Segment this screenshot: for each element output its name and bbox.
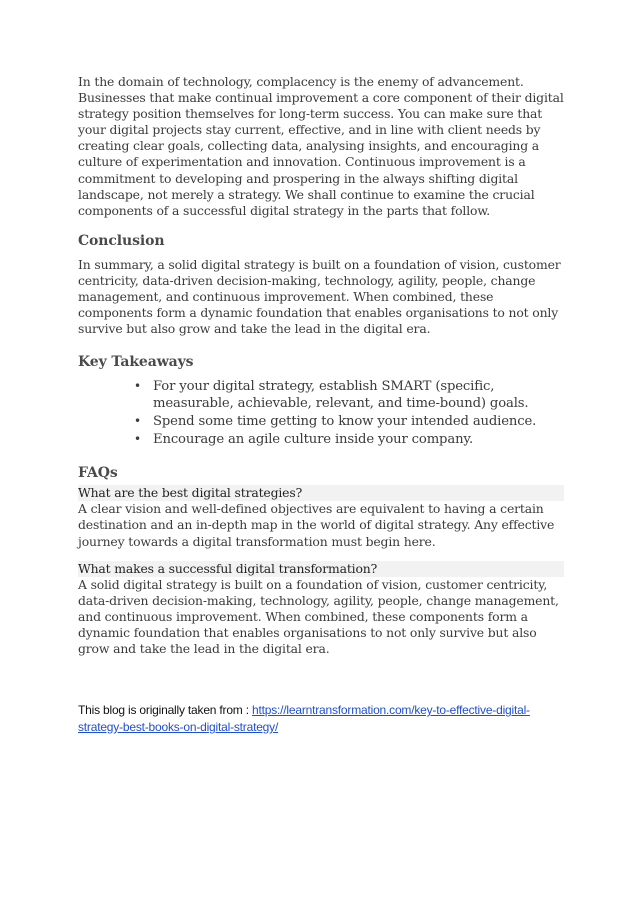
intro-paragraph: In the domain of technology, complacency is the enemy of advancement. Businesses that make continual improvement a core component of their digital strategy position themselves for long-term success. You can make sure that your digital projects stay current, effective, and in line with client needs by creating clear goals, collecting data, analysing insights, and encouraging a culture of experimentation and innovation. Continuous improvement is a commitment to developing and prospering in the always shifting digital landscape, not merely a strategy. We shall continue to examine the crucial components of a successful digital strategy in the parts that follow. xyxy=(78,74,564,218)
takeaway-item: • Encourage an agile culture inside your company. xyxy=(135,431,564,448)
conclusion-paragraph: In summary, a solid digital strategy is built on a foundation of vision, customer centricity, data-driven decision-making, technology, agility, people, change management, and continuous improvement. When combined, these components form a dynamic foundation that enables organisations to not only survive but also grow and take the lead in the digital era. xyxy=(78,256,561,337)
faq-question: What are the best digital strategies? xyxy=(78,485,564,501)
takeaway-item: • For your digital strategy, establish SMART (specific, measurable, achievable, relevant, and time-bound) goals. xyxy=(135,378,564,412)
key-takeaways-heading: Key Takeaways xyxy=(78,354,194,371)
faq-question: What makes a successful digital transformation? xyxy=(78,561,564,577)
document-content xyxy=(78,74,564,736)
faq-answer: A clear vision and well-defined objectives are equivalent to having a certain destination and an in-depth map in the world of digital strategy. Any effective journey towards a digital transformation must begin here. xyxy=(78,501,555,549)
conclusion-heading: Conclusion xyxy=(78,232,165,249)
faqs-heading: FAQs xyxy=(78,465,118,482)
source-link[interactable]: https://learntransformation.com/key-to-effective-digital-strategy-best-books-on-digital-strategy/ xyxy=(78,703,530,735)
source-prefix: This blog is originally taken from : xyxy=(78,703,253,718)
takeaway-item: • Spend some time getting to know your intended audience. xyxy=(135,413,564,430)
faq-item xyxy=(78,485,564,549)
faq-item xyxy=(78,561,564,657)
source-attribution xyxy=(78,702,564,736)
takeaways-list xyxy=(78,378,564,448)
faq-answer: A solid digital strategy is built on a foundation of vision, customer centricity, data-driven decision-making, technology, agility, people, change management, and continuous improvement. When combined, these components form a dynamic foundation that enables organisations to not only survive but also grow and take the lead in the digital era. xyxy=(78,576,559,656)
